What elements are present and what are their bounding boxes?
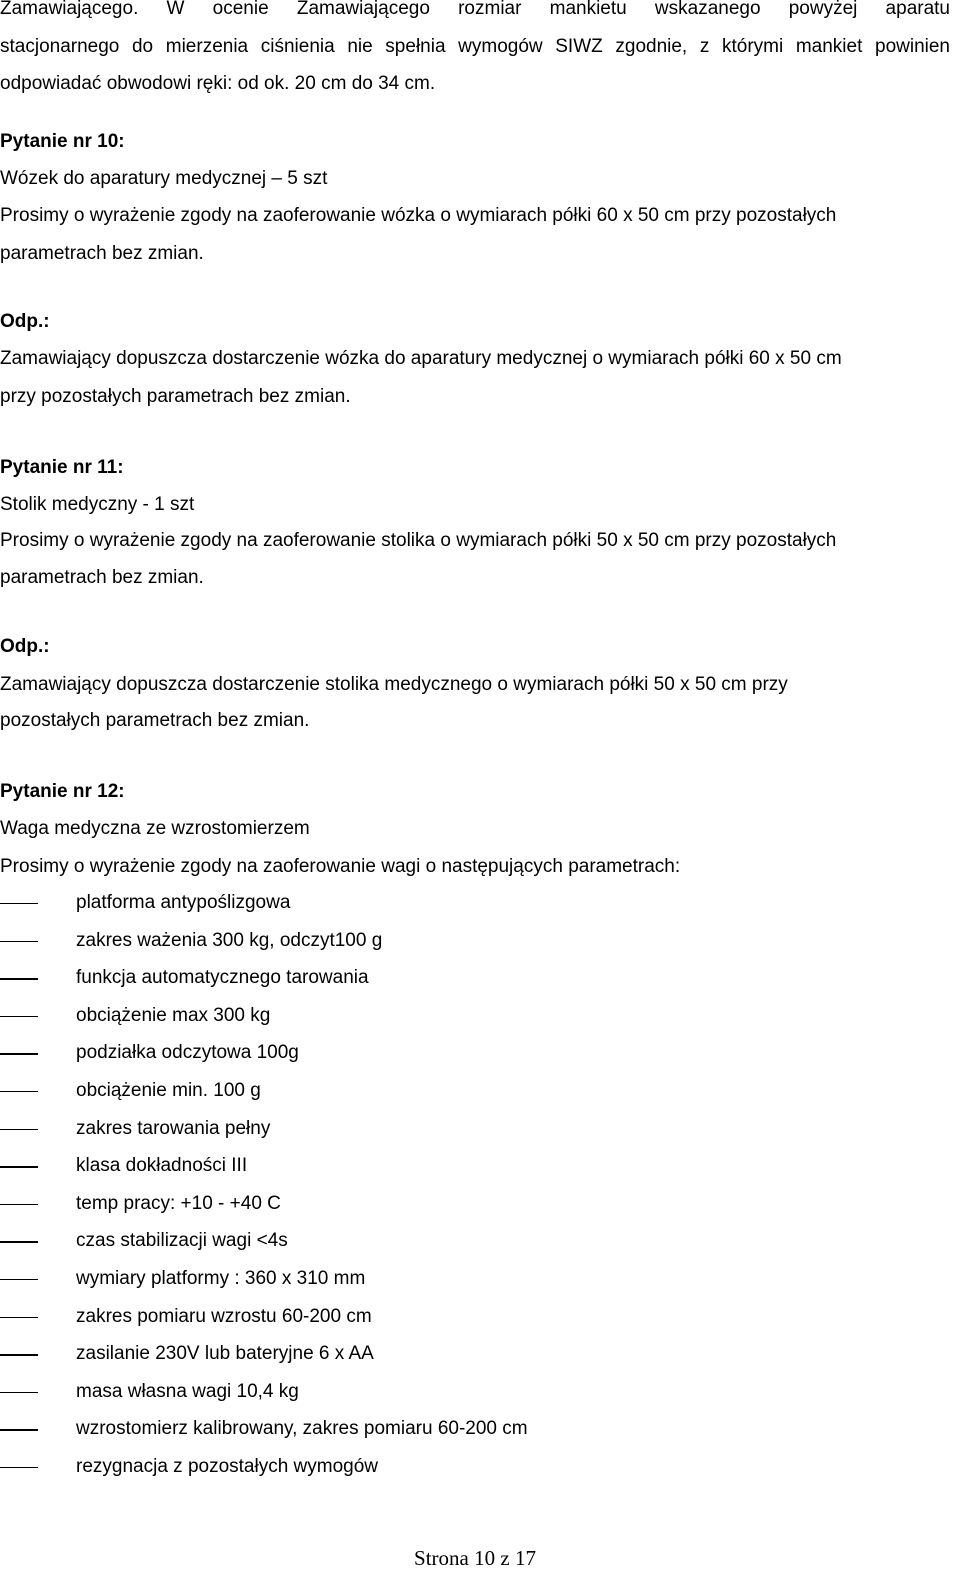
parameter-item: platforma antypoślizgowa xyxy=(76,892,291,913)
list-dash xyxy=(0,1091,38,1092)
question-10-item: Wózek do aparatury medycznej – 5 szt xyxy=(0,168,328,189)
question-11-request-line-2: parametrach bez zmian. xyxy=(0,567,204,588)
parameter-item: wzrostomierz kalibrowany, zakres pomiaru 60-200 cm xyxy=(76,1418,528,1440)
page-number: Strona 10 z 17 xyxy=(414,1546,536,1570)
parameter-item: funkcja automatycznego tarowania xyxy=(76,967,369,989)
answer-10-label: Odp.: xyxy=(0,311,50,332)
answer-10-line-1: Zamawiający dopuszcza dostarczenie wózka do aparatury medycznej o wymiarach półki 60 x 50 cm xyxy=(0,348,842,369)
list-dash xyxy=(0,1204,38,1205)
question-10-heading: Pytanie nr 10: xyxy=(0,131,125,152)
list-dash xyxy=(0,941,38,942)
question-12-heading: Pytanie nr 12: xyxy=(0,781,125,802)
parameter-item: wymiary platformy : 360 x 310 mm xyxy=(76,1268,366,1289)
parameter-item: zakres pomiaru wzrostu 60-200 cm xyxy=(76,1305,372,1327)
question-11-request-line-1: Prosimy o wyrażenie zgody na zaoferowanie stolika o wymiarach półki 50 x 50 cm przy pozostałych xyxy=(0,530,837,551)
question-10-request-line-1: Prosimy o wyrażenie zgody na zaoferowanie wózka o wymiarach półki 60 x 50 cm przy pozostałych xyxy=(0,205,837,226)
list-dash xyxy=(0,1166,38,1167)
parameter-item: podziałka odczytowa 100g xyxy=(76,1042,299,1064)
parameter-item: rezygnacja z pozostałych wymogów xyxy=(76,1456,379,1477)
intro-line-3: odpowiadać obwodowi ręki: od ok. 20 cm do 34 cm. xyxy=(0,73,436,94)
list-dash xyxy=(0,1354,38,1355)
parameter-item: zasilanie 230V lub bateryjne 6 x AA xyxy=(76,1343,374,1365)
list-dash xyxy=(0,1053,38,1054)
answer-11-label: Odp.: xyxy=(0,636,50,657)
answer-11-line-1: Zamawiający dopuszcza dostarczenie stolika medycznego o wymiarach półki 50 x 50 cm przy xyxy=(0,674,788,695)
parameter-item: zakres ważenia 300 kg, odczyt100 g xyxy=(76,929,383,951)
list-dash xyxy=(0,1317,38,1318)
answer-11-line-2: pozostałych parametrach bez zmian. xyxy=(0,710,310,731)
intro-line-2: stacjonarnego do mierzenia ciśnienia nie spełnia wymogów SIWZ zgodnie, z którymi mankiet powinien xyxy=(0,36,950,57)
parameter-item: obciążenie max 300 kg xyxy=(76,1004,271,1026)
list-dash xyxy=(0,1241,38,1242)
parameter-item: zakres tarowania pełny xyxy=(76,1117,271,1139)
answer-10-line-2: przy pozostałych parametrach bez zmian. xyxy=(0,386,351,407)
list-dash xyxy=(0,1429,38,1430)
parameter-item: temp pracy: +10 - +40 C xyxy=(76,1192,281,1214)
list-dash xyxy=(0,1392,38,1393)
list-dash xyxy=(0,978,38,979)
list-dash xyxy=(0,1279,38,1280)
parameter-item: czas stabilizacji wagi <4s xyxy=(76,1230,288,1252)
question-12-item: Waga medyczna ze wzrostomierzem xyxy=(0,818,310,839)
parameter-item: klasa dokładności III xyxy=(76,1155,248,1177)
list-dash xyxy=(0,1129,38,1130)
parameter-item: masa własna wagi 10,4 kg xyxy=(76,1380,299,1402)
question-12-request: Prosimy o wyrażenie zgody na zaoferowanie wagi o następujących parametrach: xyxy=(0,856,681,877)
intro-line-1: Zamawiającego. W ocenie Zamawiającego rozmiar mankietu wskazanego powyżej aparatu xyxy=(0,0,950,19)
question-10-request-line-2: parametrach bez zmian. xyxy=(0,243,204,264)
list-dash xyxy=(0,1467,38,1468)
parameter-item: obciążenie min. 100 g xyxy=(76,1080,261,1101)
question-11-heading: Pytanie nr 11: xyxy=(0,457,124,478)
list-dash xyxy=(0,1016,38,1017)
question-11-item: Stolik medyczny - 1 szt xyxy=(0,494,195,515)
list-dash xyxy=(0,903,38,904)
